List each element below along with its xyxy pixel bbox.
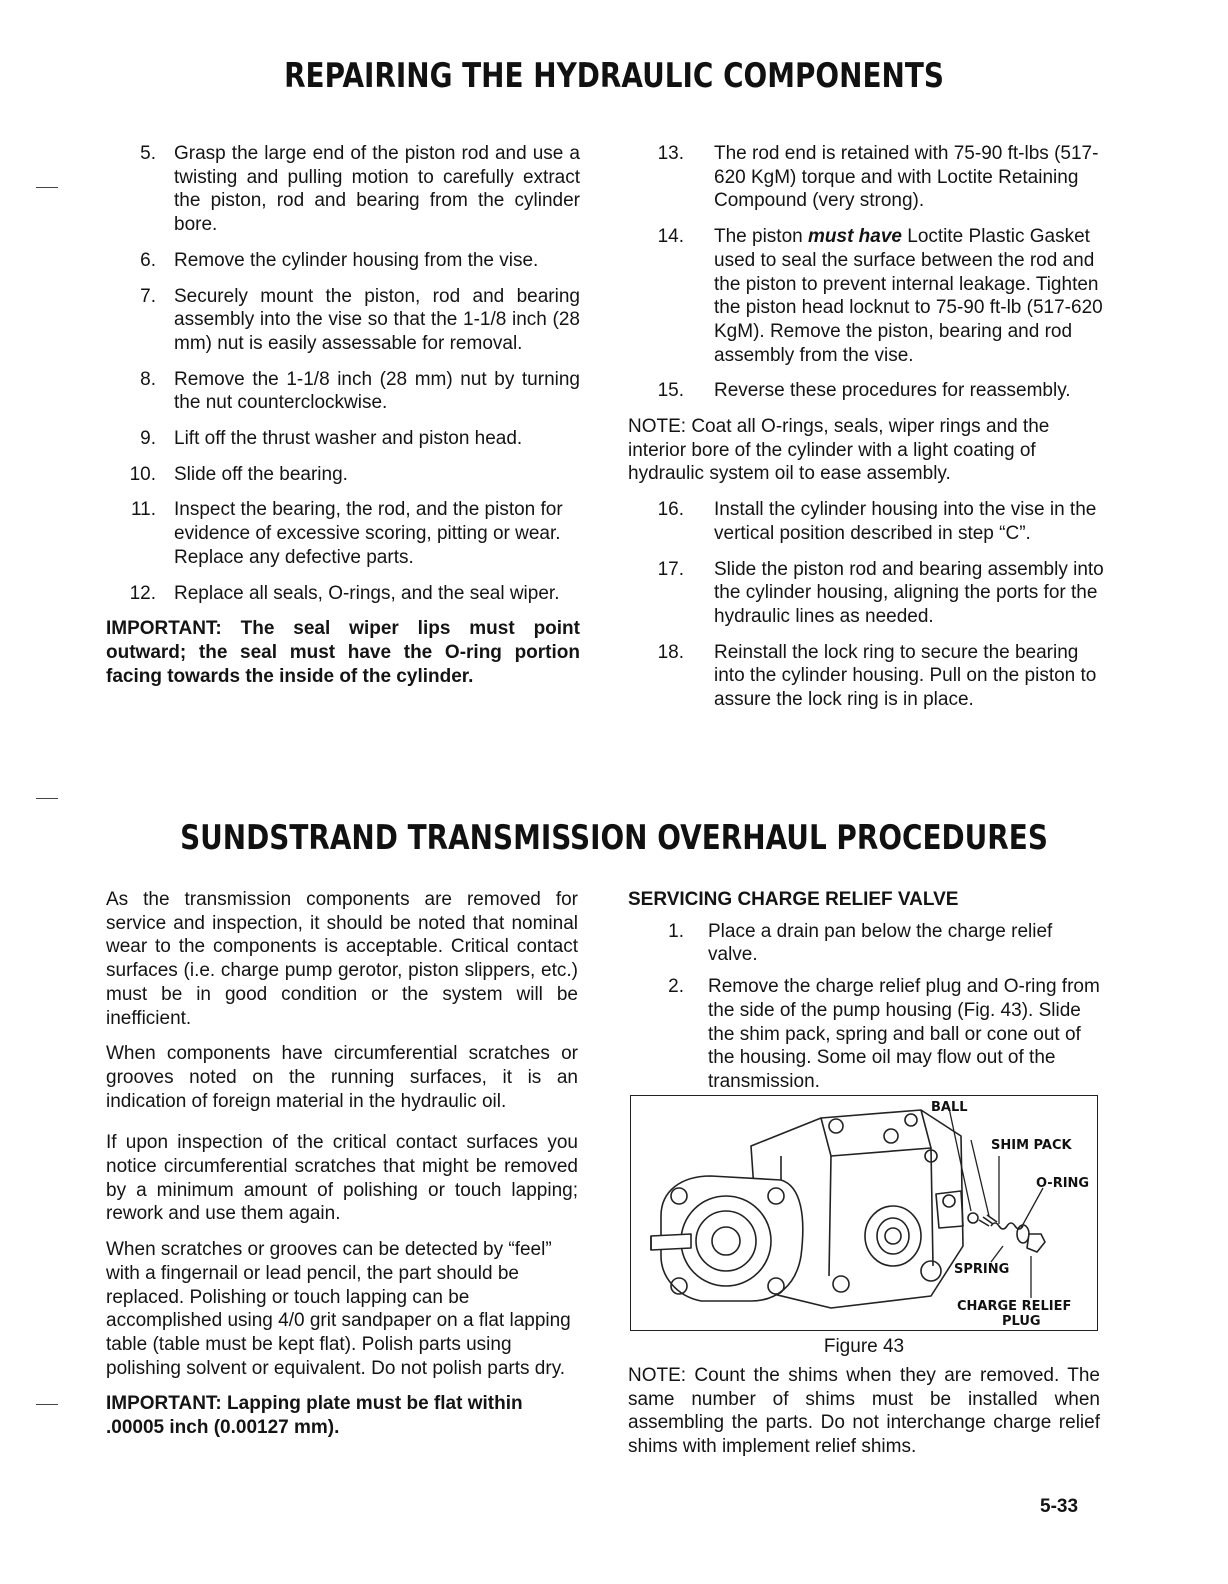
step-number: 15. [657, 380, 684, 402]
step-item [88, 427, 580, 451]
step-number: 16. [657, 499, 684, 521]
figure-43 [630, 1095, 1098, 1331]
hydraulic-right-column [628, 142, 1104, 724]
step-item [88, 142, 580, 237]
section-title: SUNDSTRAND TRANSMISSION OVERHAUL PROCEDURES [180, 818, 1048, 858]
pump-illustration [631, 1096, 1096, 1329]
step-number: 5. [140, 143, 156, 164]
important-note: IMPORTANT: The seal wiper lips must point outward; the seal must have the O-ring portion facing towards the inside of the cylinder. [106, 618, 580, 687]
step-item [628, 641, 1104, 712]
margin-mark [36, 798, 58, 799]
margin-mark [36, 1404, 58, 1405]
transmission-note-block [628, 1364, 1100, 1471]
step-text: Remove the 1-1/8 inch (28 mm) nut by turning the nut counterclockwise. [174, 368, 580, 414]
step-text: Replace all seals, O-rings, and the seal wiper. [174, 582, 560, 604]
step-number: 7. [140, 285, 156, 307]
step-number: 11. [130, 499, 156, 521]
paragraph: As the transmission components are removed for service and inspection, it should be noted that nominal wear to the components is acceptable. Critical contact surfaces (i.e. charge pump gerotor, piston slippers, etc.) must be in good condition or the system will be inefficient. [106, 889, 578, 1029]
label-plug: PLUG [1002, 1314, 1041, 1329]
step-text: Securely mount the piston, rod and bearing assembly into the vise so that the 1-1/8 inch (28 mm) nut is easily assessable for removal. [174, 285, 580, 354]
step-number: 6. [140, 249, 156, 271]
step-text-post: Loctite Plastic Gasket used to seal the surface between the rod and the piston to prevent internal leakage. Tighten the piston head locknut to 75-90 ft-lb (517-620 KgM). Remove the piston, bearing and rod assembly from the vise. [714, 226, 1103, 366]
transmission-left-column [106, 888, 578, 1452]
step-text: Slide the piston rod and bearing assembly into the cylinder housing, aligning the ports for the hydraulic lines as needed. [714, 558, 1104, 627]
step-number: 14. [657, 226, 684, 248]
figure-caption: Figure 43 [823, 1336, 905, 1357]
step-item [628, 225, 1104, 367]
paragraph: When components have circumferential scratches or grooves noted on the running surfaces, it is an indication of foreign material in the hydraulic oil. [106, 1043, 578, 1112]
page-title: REPAIRING THE HYDRAULIC COMPONENTS [284, 56, 944, 96]
step-text: Place a drain pan below the charge relief valve. [708, 920, 1053, 966]
step-item [88, 249, 580, 273]
step-number: 17. [657, 558, 684, 580]
step-text: Reverse these procedures for reassembly. [714, 380, 1071, 402]
step-item [628, 498, 1104, 545]
step-item [88, 285, 580, 356]
step-item [628, 379, 1104, 403]
step-number: 8. [140, 368, 156, 390]
step-text: Remove the cylinder housing from the vise. [174, 249, 539, 271]
step-number: 13. [657, 143, 684, 164]
paragraph: If upon inspection of the critical contact surfaces you notice circumferential scratches that might be removed by a minimum amount of polishing or touch lapping; rework and use them again. [106, 1132, 578, 1225]
step-item [88, 498, 580, 569]
step-text: Remove the charge relief plug and O-ring from the side of the pump housing (Fig. 43). Slide the shim pack, spring and ball or cone out of the housing. Some oil may flow out of the transmission. [708, 976, 1100, 1092]
step-text: Lift off the thrust washer and piston head. [174, 428, 523, 450]
important-note: IMPORTANT: Lapping plate must be flat within .00005 inch (0.00127 mm). [106, 1393, 523, 1439]
step-number: 10. [129, 463, 156, 485]
step-item [628, 975, 1100, 1094]
label-ball: BALL [931, 1100, 968, 1115]
step-number: 18. [657, 641, 684, 663]
note: NOTE: Coat all O-rings, seals, wiper rings and the interior bore of the cylinder with a light coating of hydraulic system oil to ease assembly. [628, 416, 1050, 485]
step-item [88, 463, 580, 487]
step-text: Install the cylinder housing into the vise in the vertical position described in step “C”. [714, 499, 1097, 544]
step-text: Reinstall the lock ring to secure the bearing into the cylinder housing. Pull on the piston to assure the lock ring is in place. [714, 641, 1097, 711]
step-text: Grasp the large end of the piston rod and use a twisting and pulling motion to carefully extract the piston, rod and bearing from the cylinder bore. [174, 143, 580, 236]
step-number: 1. [668, 920, 684, 942]
step-item [88, 582, 580, 606]
step-item [628, 142, 1104, 213]
label-charge-relief: CHARGE RELIEF [957, 1299, 1072, 1314]
step-text: Inspect the bearing, the rod, and the piston for evidence of excessive scoring, pitting or wear. Replace any defective parts. [174, 499, 563, 568]
label-o-ring: O-RING [1036, 1176, 1090, 1191]
step-text [714, 226, 1103, 366]
step-text: The rod end is retained with 75-90 ft-lbs (517-620 KgM) torque and with Loctite Retaining Compound (very strong). [714, 143, 1099, 212]
step-number: 9. [140, 428, 156, 450]
step-text: Slide off the bearing. [174, 463, 348, 485]
step-item [628, 920, 1100, 967]
page-number: 5-33 [1040, 1496, 1079, 1517]
step-number: 12. [129, 582, 156, 604]
label-spring: SPRING [954, 1262, 1010, 1277]
note: NOTE: Count the shims when they are removed. The same number of shims must be installed when assembling the parts. Do not interchange charge relief shims with implement relief shims. [628, 1365, 1100, 1458]
label-shim-pack: SHIM PACK [991, 1138, 1072, 1153]
margin-mark [36, 187, 58, 188]
subsection-title: SERVICING CHARGE RELIEF VALVE [628, 889, 959, 910]
emphasis: must have [808, 226, 902, 248]
step-item [88, 368, 580, 415]
transmission-right-column [628, 888, 1100, 1106]
step-number: 2. [668, 976, 684, 998]
step-item [628, 558, 1104, 629]
paragraph: When scratches or grooves can be detected by “feel” with a fingernail or lead pencil, the part should be replaced. Polishing or touch lapping can be accomplished using 4/0 grit sandpaper on a flat lapping table (table must be kept flat). Polish parts using polishing solvent or equivalent. Do not polish parts dry. [106, 1239, 571, 1379]
hydraulic-left-column [88, 142, 580, 700]
step-text-pre: The piston [714, 226, 808, 248]
